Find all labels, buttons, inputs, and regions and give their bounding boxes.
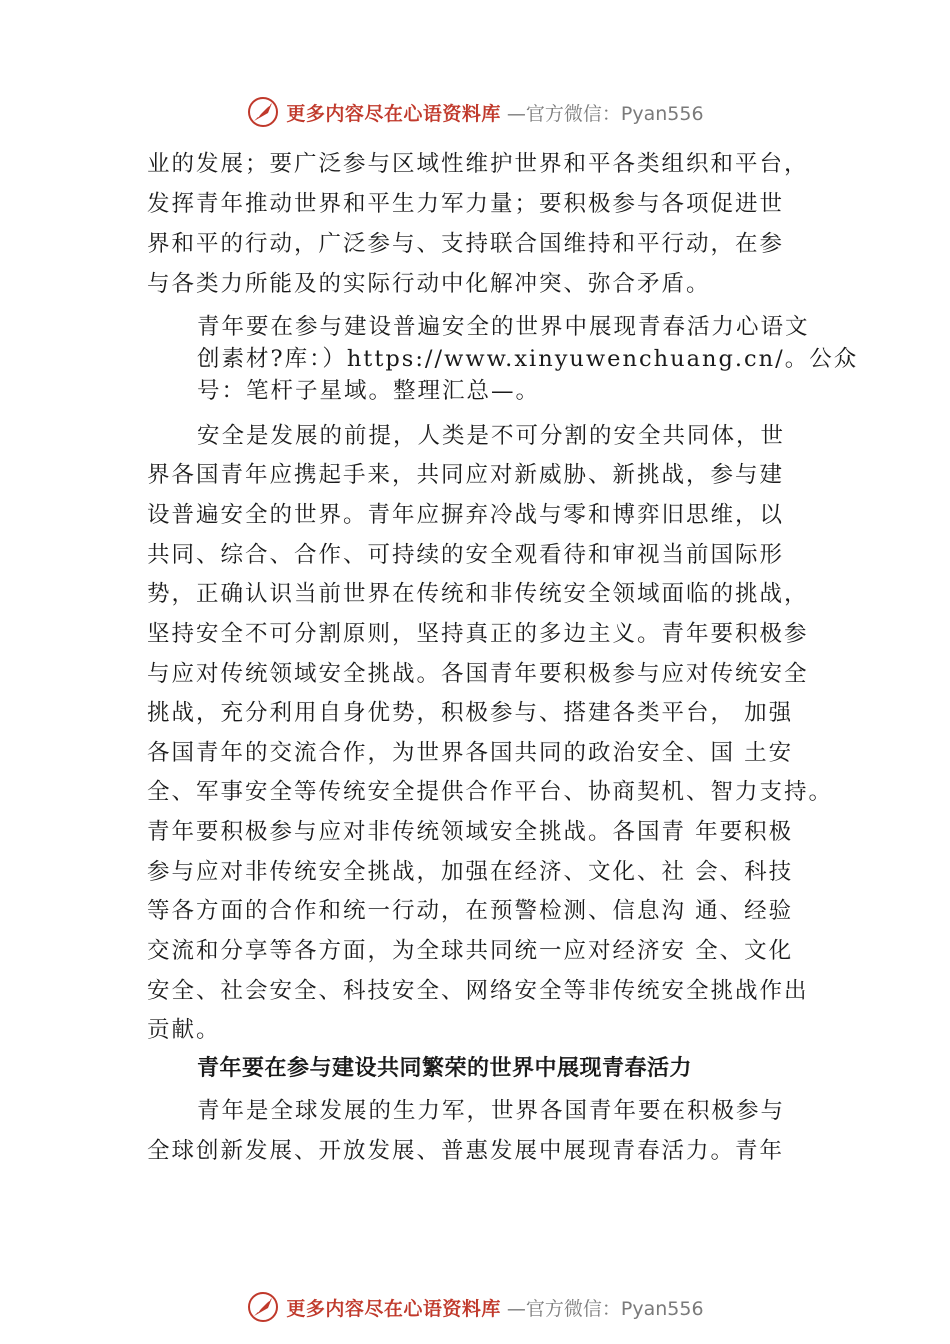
paragraph-line: 界和平的行动，广泛参与、支持联合国维持和平行动，在参	[147, 231, 785, 257]
paragraph-line: 挑战，充分利用自身优势，积极参与、搭建各类平台， 加强	[147, 700, 794, 726]
paragraph-line: 等各方面的合作和统一行动，在预警检测、信息沟 通、经验	[147, 898, 794, 924]
paragraph-line: 发挥青年推动世界和平生力军力量；要积极参与各项促进世	[147, 191, 785, 217]
paragraph-line: 与各类力所能及的实际行动中化解冲突、弥合矛盾。	[147, 271, 711, 297]
paragraph-line: 坚持安全不可分割原则，坚持真正的多边主义。青年要积极参	[147, 621, 809, 647]
paragraph-line: 青年是全球发展的生力军，世界各国青年要在积极参与	[197, 1098, 786, 1124]
paragraph-line: 共同、综合、合作、可持续的安全观看待和审视当前国际形	[147, 542, 785, 568]
red-quill-logo-icon	[246, 1290, 280, 1324]
banner-title: 更多内容尽在心语资料库	[286, 1297, 501, 1320]
paragraph-line: 参与应对非传统安全挑战，加强在经济、文化、社 会、科技	[147, 859, 794, 885]
watermark-line: 创素材?库：）https://www.xinyuwenchuang.cn/。公众	[197, 346, 859, 372]
header-banner	[0, 95, 950, 135]
paragraph-line: 业的发展；要广泛参与区域性维护世界和平各类组织和平台，	[147, 151, 809, 177]
banner-title: 更多内容尽在心语资料库	[286, 102, 501, 125]
paragraph-line: 贡献。	[147, 1017, 221, 1043]
banner-wechat: —官方微信：Pyan556	[506, 102, 704, 125]
paragraph-line: 安全、社会安全、科技安全、网络安全等非传统安全挑战作出	[147, 978, 809, 1004]
paragraph-line: 界各国青年应携起手来，共同应对新威胁、新挑战，参与建	[147, 462, 785, 488]
red-quill-logo-icon	[246, 95, 280, 129]
section-heading: 青年要在参与建设共同繁荣的世界中展现青春活力	[197, 1056, 693, 1081]
paragraph-line: 势，正确认识当前世界在传统和非传统安全领域面临的挑战，	[147, 581, 809, 607]
paragraph-line: 设普遍安全的世界。青年应摒弃冷战与零和博弈旧思维，以	[147, 502, 785, 528]
watermark-line: 青年要在参与建设普遍安全的世界中展现青春活力心语文	[197, 314, 810, 340]
paragraph-line: 安全是发展的前提，人类是不可分割的安全共同体，世	[197, 423, 786, 449]
watermark-line: 号：笔杆子星域。整理汇总—。	[197, 378, 541, 404]
paragraph-line: 各国青年的交流合作，为世界各国共同的政治安全、国 土安	[147, 740, 794, 766]
paragraph-line: 青年要积极参与应对非传统领域安全挑战。各国青 年要积极	[147, 819, 794, 845]
paragraph-line: 全、军事安全等传统安全提供合作平台、协商契机、智力支持。	[147, 779, 834, 805]
paragraph-line: 全球创新发展、开放发展、普惠发展中展现青春活力。青年	[147, 1138, 785, 1164]
paragraph-line: 与应对传统领域安全挑战。各国青年要积极参与应对传统安全	[147, 661, 809, 687]
paragraph-line: 交流和分享等各方面，为全球共同统一应对经济安 全、文化	[147, 938, 794, 964]
banner-wechat: —官方微信：Pyan556	[506, 1297, 704, 1320]
footer-banner	[0, 1290, 950, 1330]
